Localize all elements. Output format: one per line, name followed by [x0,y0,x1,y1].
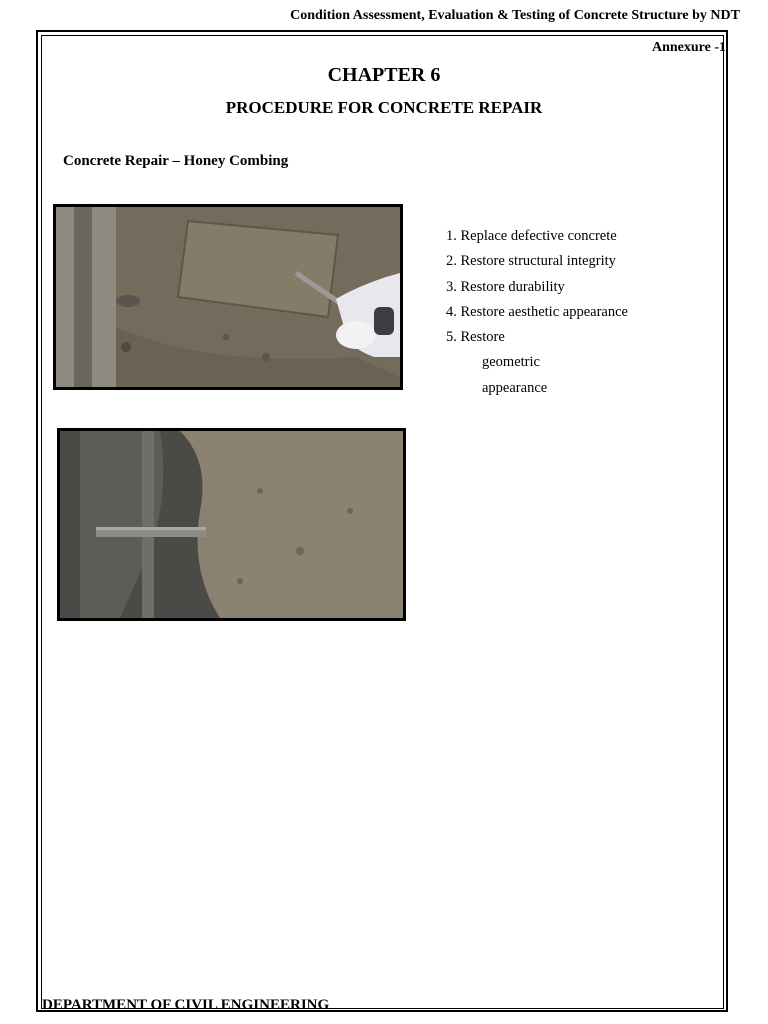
rebar-honeycomb-photo [57,428,406,621]
repair-objectives-list [446,226,628,403]
list-item: 2. Restore structural integrity [446,253,616,270]
list-item: 1. Replace defective concrete [446,228,617,244]
trowel-repair-photo [53,204,403,390]
list-item: 3. Restore durability [446,278,565,295]
annexure-label: Annexure -1 [651,40,726,55]
department-footer: DEPARTMENT OF CIVIL ENGINEERING [42,997,330,1013]
section-heading: Concrete Repair – Honey Combing [63,153,289,169]
list-item: 5. Restore [446,329,505,346]
list-item-continuation: appearance [482,379,548,396]
page-title: PROCEDURE FOR CONCRETE REPAIR [225,98,543,117]
list-item-continuation: geometric [482,354,540,371]
list-item: 4. Restore aesthetic appearance [446,303,628,320]
running-header: Condition Assessment, Evaluation & Testing of Concrete Structure by NDT [290,8,740,23]
chapter-heading: CHAPTER 6 [327,64,441,86]
